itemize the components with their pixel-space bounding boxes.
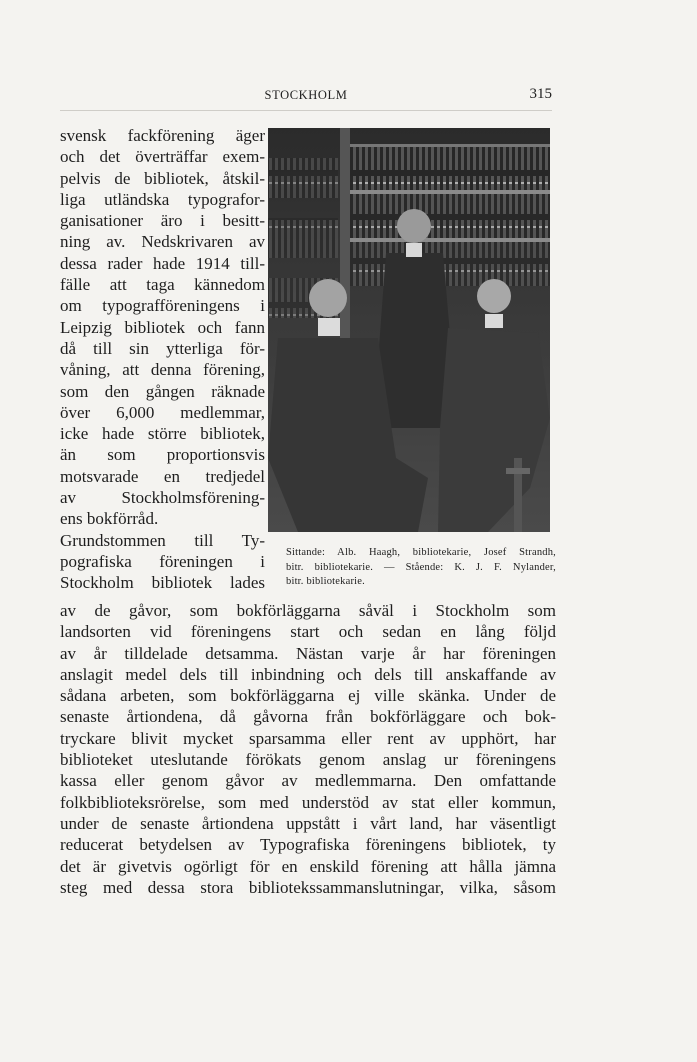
text-line: fälle att taga kännedom bbox=[60, 275, 265, 295]
text-line: pografiska föreningen i bbox=[60, 551, 265, 571]
text-line: våning, att denna förening, bbox=[60, 360, 265, 380]
text-line: över 6,000 medlemmar, bbox=[60, 402, 265, 422]
text-line: anslagit medel dels till inbindning och dels till anskaffande av bbox=[60, 664, 556, 684]
text-line: icke hade större bibliotek, bbox=[60, 424, 265, 444]
text-line: av år tilldelade detsamma. Nästan varje år har föreningen bbox=[60, 643, 556, 663]
text-line: steg med dessa stora bibliotekssammanslutningar, vilka, såsom bbox=[60, 877, 556, 897]
text-line: av Stockholmsförening- bbox=[60, 488, 265, 508]
text-line: Stockholm bibliotek lades bbox=[60, 573, 265, 593]
text-line: Sittande: Alb. Haagh, bibliotekarie, Josef Strandh, bbox=[286, 547, 556, 558]
text-line: landsorten vid föreningens start och sedan en lång följd bbox=[60, 622, 556, 642]
text-line: av de gåvor, som bokförläggarna såväl i Stockholm som bbox=[60, 601, 556, 620]
text-line: sådana arbeten, som bokförläggarna ej ville skänka. Under de bbox=[60, 686, 556, 706]
text-line: som den gången räknade bbox=[60, 381, 265, 401]
text-line: Leipzig bibliotek och fann bbox=[60, 317, 265, 337]
page-number: 315 bbox=[529, 86, 552, 102]
text-line: senaste årtiondena, då gåvorna från bokförläggare och bok- bbox=[60, 707, 556, 727]
text-line: ganisationer äro i besitt- bbox=[60, 211, 265, 231]
full-width-text bbox=[60, 600, 556, 898]
running-title: STOCKHOLM bbox=[264, 88, 348, 102]
text-line: reducerat betydelsen av Typografiska föreningens bibliotek, ty bbox=[60, 835, 556, 855]
group-photograph bbox=[268, 128, 550, 532]
text-line: dessa rader hade 1914 till- bbox=[60, 253, 265, 273]
text-line: ens bokförråd. bbox=[60, 509, 159, 529]
text-line: under de senaste årtiondena uppstått i vårt land, har väsentligt bbox=[60, 813, 556, 833]
text-line: om typografföreningens i bbox=[60, 296, 265, 316]
text-line: bitr. bibliotekarie. — Stående: K. J. F. Nylander, bbox=[286, 561, 556, 573]
text-line: och det överträffar exem- bbox=[60, 147, 265, 167]
text-line: biblioteket uteslutande förökats genom anslag ur föreningens bbox=[60, 750, 556, 770]
text-line: än som proportionsvis bbox=[60, 445, 265, 465]
text-line: liga utländska typografor- bbox=[60, 189, 265, 209]
text-line: tryckare blivit mycket sparsamma eller rent av upphört, har bbox=[60, 728, 556, 748]
text-line: folkbiblioteksrörelse, som med understöd av stat eller kommun, bbox=[60, 792, 556, 812]
text-line: ning av. Nedskrivaren av bbox=[60, 232, 265, 252]
text-line: kassa eller genom gåvor av medlemmarna. Den omfattande bbox=[60, 771, 556, 791]
page-header bbox=[60, 88, 552, 111]
text-line: Grundstommen till Ty- bbox=[60, 530, 265, 550]
text-line: det är givetvis ogörligt för en enskild förening att hålla jämna bbox=[60, 856, 556, 876]
text-line: bitr. bibliotekarie. bbox=[286, 576, 365, 587]
text-line: pelvis de bibliotek, åtskil- bbox=[60, 168, 265, 188]
text-line: svensk fackförening äger bbox=[60, 126, 265, 145]
photo-caption bbox=[286, 546, 556, 590]
text-line: motsvarade en tredjedel bbox=[60, 466, 265, 486]
text-line: då till sin ytterliga för- bbox=[60, 338, 265, 358]
narrow-column-text bbox=[60, 125, 265, 594]
